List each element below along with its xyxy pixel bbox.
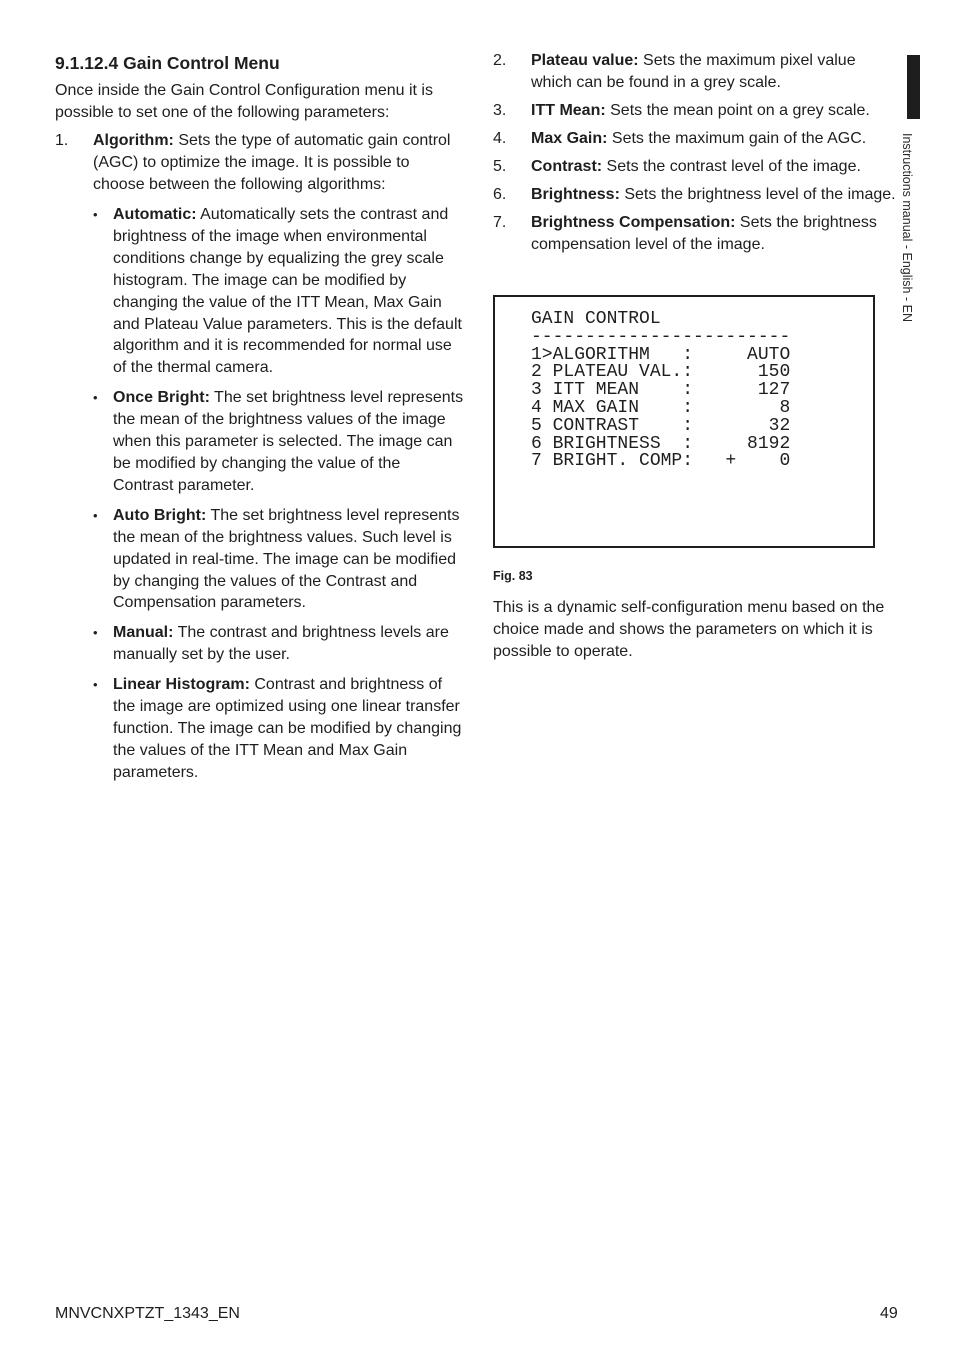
list-item (93, 622, 465, 666)
algorithm-text: Automatically sets the contrast and brightness of the image when environmental conditions change by equalizing the grey scale histogram. The image can be modified by changing the value of the ITT Mean, Max Gain and Plateau Value parameters. This is the default algorithm and it is recommended for normal use of the thermal camera. (113, 206, 462, 377)
item-text: Sets the type of automatic gain control (AGC) to optimize the image. It is possible to choose between the following algorithms: (93, 132, 451, 193)
item-term: Brightness Compensation: (531, 214, 736, 231)
algorithm-text: The contrast and brightness levels are manually set by the user. (113, 624, 449, 664)
item-term: ITT Mean: (531, 102, 606, 119)
algorithm-text: The set brightness level represents the mean of the brightness values of the image when this parameter is selected. The image can be modified by changing the value of the Contrast parameter. (113, 389, 464, 494)
list-item-brightness-compensation (493, 212, 898, 256)
item-term: Contrast: (531, 158, 603, 175)
list-item (93, 204, 465, 379)
osd-line: ------------------------ (531, 326, 791, 347)
right-column (493, 50, 898, 262)
figure-caption: Fig. 83 (493, 569, 533, 583)
item-term: Plateau value: (531, 52, 639, 69)
list-item-max-gain (493, 128, 898, 150)
algorithm-text: Contrast and brightness of the image are optimized using one linear transfer function. The image can be modified by changing the values of the ITT Mean and Max Gain parameters. (113, 676, 462, 781)
item-text: Sets the maximum pixel value which can be found in a grey scale. (531, 52, 856, 91)
bullet-icon: • (93, 625, 98, 641)
osd-line: 5 CONTRAST : 32 (531, 415, 791, 436)
osd-line: 4 MAX GAIN : 8 (531, 397, 791, 418)
list-item-algorithm (55, 130, 465, 792)
osd-menu-text (531, 311, 790, 471)
osd-line: 6 BRIGHTNESS : 8192 (531, 433, 791, 454)
left-column (55, 52, 465, 798)
item-text: Sets the brightness compensation level of the image. (531, 214, 877, 253)
page-number: 49 (880, 1305, 898, 1322)
item-number: 5. (493, 158, 507, 175)
side-tab-marker (907, 55, 920, 119)
osd-line: 7 BRIGHT. COMP: + 0 (531, 451, 791, 472)
item-text: Sets the mean point on a grey scale. (605, 102, 870, 119)
list-item-brightness (493, 184, 898, 206)
list-item-itt-mean (493, 100, 898, 122)
item-term: Algorithm: (93, 132, 174, 149)
item-term: Brightness: (531, 186, 620, 203)
list-item (93, 505, 465, 615)
item-number: 7. (493, 214, 507, 231)
item-number: 1. (55, 132, 69, 149)
item-number: 4. (493, 130, 507, 147)
list-item-contrast (493, 156, 898, 178)
bullet-icon: • (93, 507, 98, 523)
item-number: 6. (493, 186, 507, 203)
section-title: 9.1.12.4 Gain Control Menu (55, 53, 280, 73)
bullet-icon: • (93, 207, 98, 222)
list-item (93, 674, 465, 784)
item-text: Sets the contrast level of the image. (602, 158, 861, 175)
algorithm-term: Manual: (113, 624, 174, 642)
figure-description: This is a dynamic self-configuration menu based on the choice made and shows the parameters on which it is possible to operate. (493, 599, 885, 660)
algorithm-text: The set brightness level represents the mean of the brightness values. Such level is updated in real-time. The image can be modified by changing the values of the Contrast and Compensation parameters. (113, 506, 460, 612)
osd-line: 1>ALGORITHM : AUTO (531, 344, 791, 365)
item-number: 3. (493, 102, 507, 119)
list-item (93, 387, 465, 497)
algorithm-list (93, 204, 465, 784)
algorithm-term: Once Bright: (113, 389, 210, 407)
osd-line: 2 PLATEAU VAL.: 150 (531, 362, 791, 383)
algorithm-term: Automatic: (113, 206, 197, 223)
item-text: Sets the brightness level of the image. (619, 186, 896, 203)
item-number: 2. (493, 52, 507, 69)
footer-doc-code: MNVCNXPTZT_1343_EN (55, 1305, 240, 1322)
algorithm-term: Auto Bright: (113, 506, 207, 524)
osd-line: 3 ITT MEAN : 127 (531, 380, 791, 401)
section-intro: Once inside the Gain Control Configuration menu it is possible to set one of the following parameters: (55, 82, 433, 121)
algorithm-term: Linear Histogram: (113, 676, 250, 694)
item-text: Sets the maximum gain of the AGC. (607, 130, 867, 147)
list-item-plateau (493, 50, 898, 94)
bullet-icon: • (93, 677, 98, 693)
osd-menu-figure (493, 295, 875, 548)
item-term: Max Gain: (531, 130, 608, 147)
bullet-icon: • (93, 390, 98, 406)
side-running-header: Instructions manual - English - EN (900, 133, 914, 322)
osd-line: GAIN CONTROL (531, 309, 661, 329)
